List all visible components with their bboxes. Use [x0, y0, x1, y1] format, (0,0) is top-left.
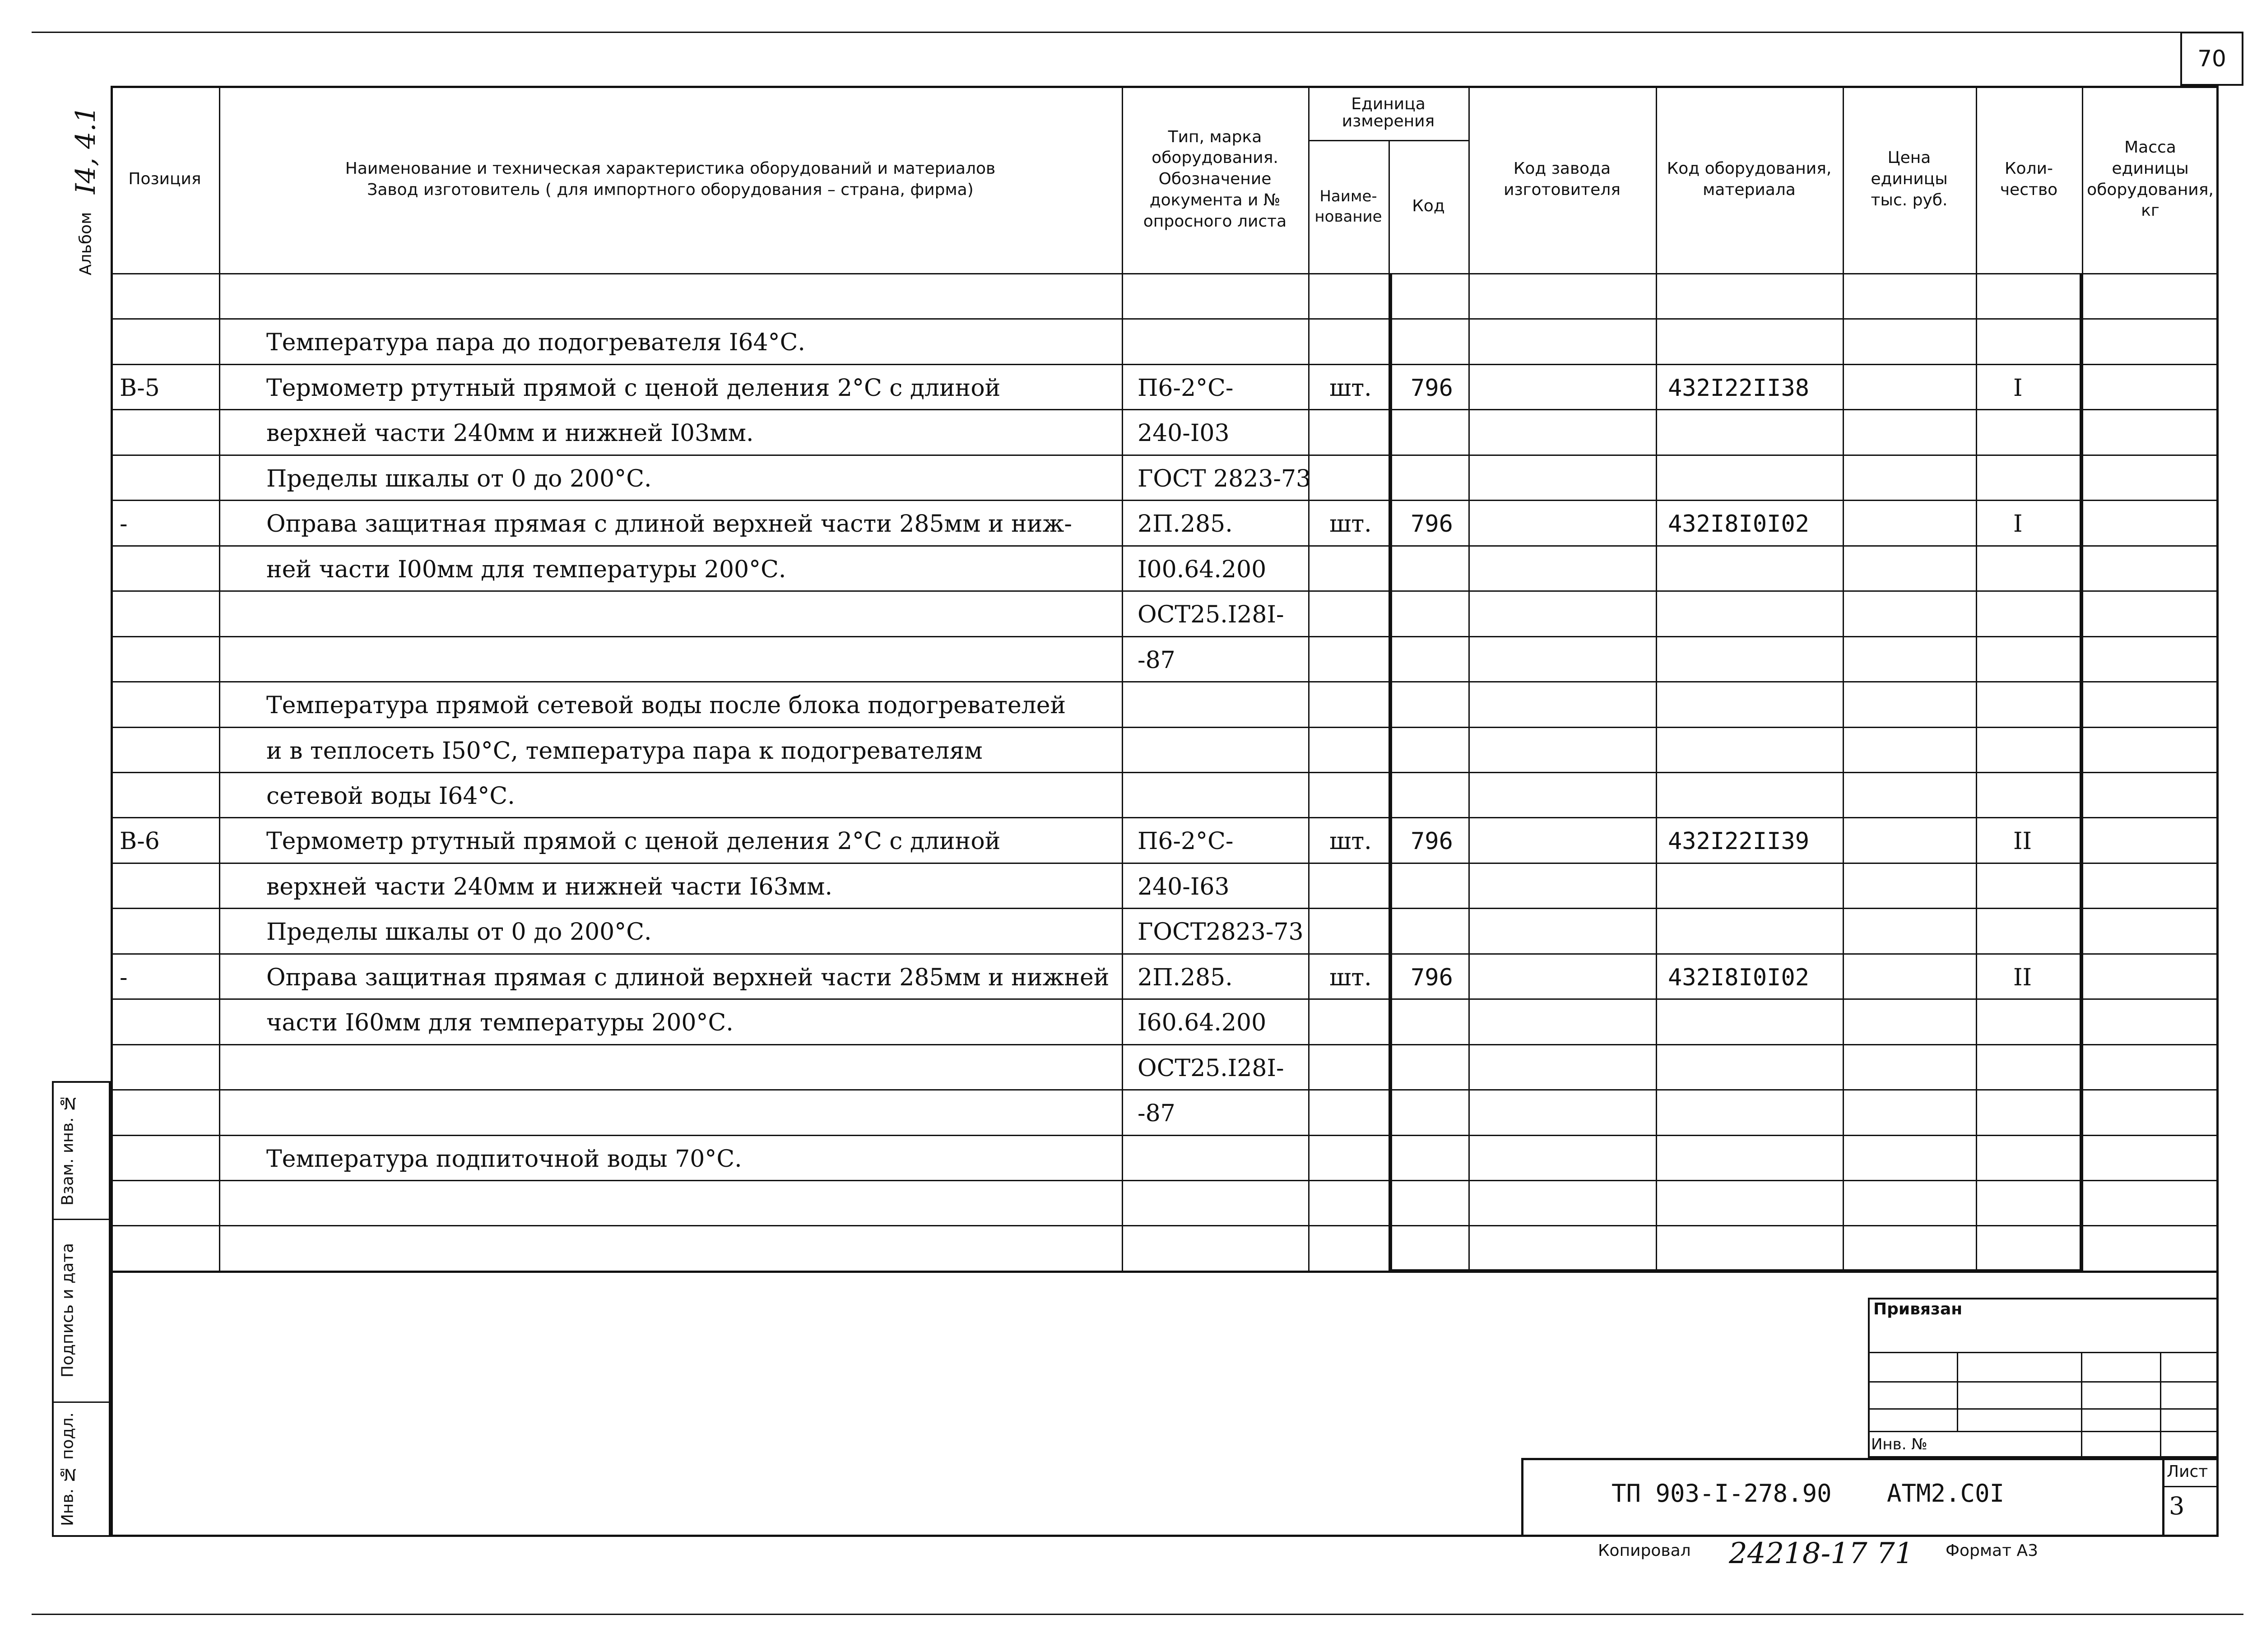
- row-quantity: II: [2013, 964, 2032, 991]
- table-row-line: [111, 590, 2219, 592]
- table-row-line: [111, 409, 2219, 410]
- table-row-line: [111, 636, 2219, 637]
- row-type: П6-2°С-: [1138, 374, 1234, 402]
- row-name: Температура пара до подогревателя I64°С.: [266, 329, 805, 357]
- header-mass: Масса единицы оборудования, кг: [2087, 138, 2214, 220]
- title-sheet-label-divider: [2162, 1486, 2219, 1487]
- row-name: Пределы шкалы от 0 до 200°С.: [266, 465, 652, 492]
- row-name: верхней части 240мм и нижней I03мм.: [266, 420, 754, 447]
- privyazan-v-2: [2081, 1352, 2082, 1458]
- copied-value: 24218-17 71: [1729, 1537, 1913, 1570]
- album-label-text: Альбом: [76, 212, 95, 275]
- privyazan-div-2: [1868, 1381, 2219, 1383]
- row-name: части I60мм для температуры 200°С.: [266, 1009, 734, 1037]
- row-code: 796: [1411, 964, 1453, 991]
- header-quantity: Коли- чество: [2000, 159, 2058, 199]
- format-label: Формат А3: [1946, 1541, 2039, 1560]
- row-type: 240-I03: [1138, 420, 1230, 447]
- row-quantity: I: [2013, 510, 2023, 538]
- side-podpis: Подпись и дата: [58, 1243, 77, 1378]
- table-bottom: [111, 1271, 2219, 1273]
- privyazan-label: Привязан: [1873, 1300, 1963, 1318]
- page-number: 70: [2197, 46, 2226, 72]
- header-type: Тип, марка оборудования. Обозначение документа и № опросного листа: [1143, 127, 1287, 231]
- row-name: Оправа защитная прямая с длиной верхней части 285мм и ниж-: [266, 510, 1072, 538]
- table-row-line: [111, 1180, 2219, 1181]
- title-sheet-divider: [2162, 1458, 2164, 1537]
- row-unit: шт.: [1329, 828, 1372, 855]
- page-bottom-border: [32, 1614, 2243, 1615]
- header-position: Позиция: [128, 170, 201, 189]
- privyazan-v-1: [1957, 1352, 1958, 1431]
- page-number-box: [2180, 32, 2243, 86]
- sheet-value: 3: [2169, 1492, 2185, 1520]
- row-eq-code: 432I22II39: [1668, 828, 1810, 855]
- table-row-line: [111, 998, 2219, 1000]
- table-row-line: [111, 1225, 2219, 1226]
- page-top-border: [32, 32, 2243, 33]
- row-type: -87: [1138, 1100, 1175, 1128]
- table-row-line: [111, 1044, 2219, 1045]
- row-name: Термометр ртутный прямой с ценой деления 2°С с длиной: [266, 828, 1001, 855]
- row-code: 796: [1411, 828, 1453, 855]
- row-name: и в теплосеть I50°С, температура пара к подогревателям: [266, 737, 983, 765]
- header-price: Цена единицы тыс. руб.: [1871, 148, 1948, 209]
- row-unit: шт.: [1329, 374, 1372, 402]
- row-type: ОСТ25.I28I-: [1138, 601, 1284, 629]
- row-name: Температура прямой сетевой воды после блока подогревателей: [266, 692, 1066, 719]
- row-unit: шт.: [1329, 964, 1372, 991]
- privyazan-block: [1868, 1298, 2219, 1458]
- sheet-code: АТМ2.С0I: [1887, 1479, 2005, 1508]
- table-row-line: [111, 1135, 2219, 1136]
- row-name: Термометр ртутный прямой с ценой деления 2°С с длиной: [266, 374, 1001, 402]
- table-row-line: [111, 908, 2219, 909]
- table-row-line: [111, 1089, 2219, 1091]
- table-row-line: [111, 318, 2219, 320]
- privyazan-v-3: [2160, 1352, 2161, 1458]
- row-quantity: I: [2013, 374, 2023, 402]
- copied-label: Копировал: [1598, 1541, 1691, 1560]
- row-type: I60.64.200: [1138, 1009, 1267, 1037]
- row-unit: шт.: [1329, 510, 1372, 538]
- row-code: 796: [1411, 510, 1453, 538]
- row-quantity: II: [2013, 828, 2032, 855]
- row-type: ГОСТ2823-73: [1138, 919, 1304, 946]
- row-type: ОСТ25.I28I-: [1138, 1054, 1284, 1082]
- row-code: 796: [1411, 374, 1453, 402]
- album-label: [68, 86, 104, 275]
- row-eq-code: 432I8I0I02: [1668, 510, 1810, 538]
- table-row-line: [111, 364, 2219, 365]
- side-vzam: Взам. инв. №: [58, 1094, 77, 1206]
- row-type: -87: [1138, 646, 1175, 674]
- table-row-line: [111, 455, 2219, 456]
- sheet-label: Лист: [2167, 1462, 2208, 1481]
- table-row-line: [111, 500, 2219, 501]
- album-value: I4, 4.1: [70, 106, 102, 194]
- header-name: Наименование и техническая характеристика оборудований и материалов Завод изготовитель ( для импортного оборудования – страна, фирма): [345, 159, 996, 199]
- row-position: -: [120, 510, 128, 538]
- row-type: 240-I63: [1138, 873, 1230, 900]
- frame-left: [111, 1271, 113, 1537]
- table-row-line: [111, 681, 2219, 682]
- header-equipment-code: Код оборудования, материала: [1667, 159, 1832, 199]
- header-unit-group: Единица измерения: [1342, 95, 1435, 130]
- row-eq-code: 432I22II38: [1668, 374, 1810, 402]
- table-row-line: [111, 772, 2219, 773]
- row-type: ГОСТ 2823-73: [1138, 465, 1311, 492]
- inv-no-label: Инв. №: [1871, 1435, 1927, 1453]
- row-eq-code: 432I8I0I02: [1668, 964, 1810, 991]
- doc-code: ТП 903-I-278.90: [1611, 1479, 1832, 1508]
- side-inv-podl: Инв. № подл.: [58, 1412, 77, 1526]
- row-type: 2П.285.: [1138, 964, 1233, 991]
- row-name: Температура подпиточной воды 70°С.: [266, 1145, 742, 1173]
- row-name: ней части I00мм для температуры 200°С.: [266, 556, 786, 583]
- table-row-line: [111, 953, 2219, 955]
- row-position: В-6: [120, 828, 160, 855]
- row-type: 2П.285.: [1138, 510, 1233, 538]
- header-unit-code: Код: [1412, 197, 1445, 216]
- header-plant-code: Код завода изготовителя: [1504, 159, 1621, 199]
- table-row-line: [111, 817, 2219, 818]
- row-position: В-5: [120, 374, 160, 402]
- privyazan-div-3: [1868, 1408, 2219, 1410]
- table-row-line: [111, 545, 2219, 547]
- row-name: Оправа защитная прямая с длиной верхней части 285мм и нижней: [266, 964, 1110, 991]
- row-name: сетевой воды I64°С.: [266, 782, 515, 810]
- row-name: верхней части 240мм и нижней части I63мм.: [266, 873, 832, 900]
- table-row-line: [111, 727, 2219, 728]
- table-row-line: [111, 863, 2219, 864]
- header-unit-name: Наиме- нование: [1314, 187, 1382, 226]
- privyazan-div-1: [1868, 1352, 2219, 1353]
- row-name: Пределы шкалы от 0 до 200°С.: [266, 919, 652, 946]
- row-type: I00.64.200: [1138, 556, 1267, 583]
- privyazan-div-4: [1868, 1431, 2219, 1432]
- row-type: П6-2°С-: [1138, 828, 1234, 855]
- row-position: -: [120, 964, 128, 991]
